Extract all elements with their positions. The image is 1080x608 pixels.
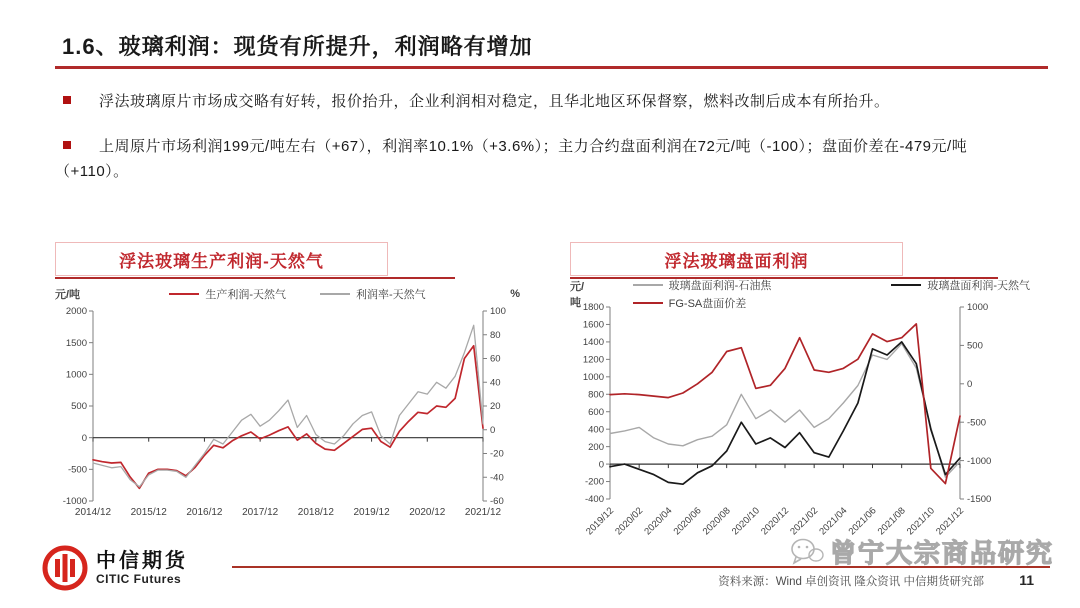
- citic-logo: [42, 545, 188, 591]
- series-line-生产利润-天然气: [93, 346, 483, 489]
- svg-text:2020/06: 2020/06: [671, 505, 704, 538]
- chart-title: 浮法玻璃生产利润-天然气: [55, 242, 388, 276]
- bullet-text: 上周原片市场利润199元/吨左右（+67），利润率10.1%（+3.6%）；主力合约盘面利润在72元/吨（-100）；盘面价差在-479元/吨（+110）。: [55, 137, 968, 180]
- chart-title: 浮法玻璃盘面利润: [570, 242, 903, 276]
- svg-text:1000: 1000: [65, 369, 87, 381]
- legend-line-swatch: [633, 284, 663, 286]
- citic-logo-icon: [42, 545, 88, 591]
- legend-item: [320, 286, 426, 302]
- svg-text:2019/12: 2019/12: [584, 505, 617, 538]
- svg-text:2021/12: 2021/12: [464, 507, 502, 518]
- logo-english-name: CITIC Futures: [96, 572, 182, 586]
- svg-text:0: 0: [598, 459, 604, 471]
- bullet-square-icon: [63, 96, 71, 104]
- svg-text:2020/12: 2020/12: [409, 507, 446, 518]
- legend: [115, 285, 480, 303]
- legend-label: 生产利润-天然气: [205, 289, 286, 301]
- svg-text:2018/12: 2018/12: [297, 507, 334, 518]
- page-number: 11: [1019, 572, 1034, 588]
- chart-canvas-holder: [570, 303, 1030, 558]
- svg-text:0: 0: [967, 379, 973, 390]
- summary-bullets: [55, 90, 1040, 204]
- svg-text:2021/10: 2021/10: [904, 505, 937, 538]
- svg-text:2016/12: 2016/12: [186, 507, 223, 518]
- right-axis-unit: %: [510, 288, 520, 300]
- svg-text:-200: -200: [584, 476, 604, 488]
- svg-text:2021/02: 2021/02: [788, 505, 821, 538]
- svg-text:-500: -500: [67, 464, 87, 476]
- svg-text:1500: 1500: [65, 337, 87, 349]
- series-line-玻璃盘面利润-石油焦: [610, 344, 960, 478]
- svg-text:1400: 1400: [582, 337, 604, 349]
- svg-text:500: 500: [967, 340, 983, 352]
- bullet-square-icon: [63, 141, 71, 149]
- citic-logo-text: [96, 550, 188, 586]
- svg-text:1200: 1200: [582, 354, 604, 366]
- svg-text:2021/12: 2021/12: [934, 505, 967, 538]
- svg-text:1600: 1600: [582, 319, 604, 331]
- wechat-icon: [790, 537, 824, 567]
- chart-production-profit: [55, 242, 520, 563]
- bullet-text: 浮法玻璃原片市场成交略有好转，报价抬升，企业利润相对稳定，且华北地区环保督察，燃料改制后成本有所抬升。: [99, 93, 890, 110]
- legend-label: 玻璃盘面利润-天然气: [927, 280, 1030, 292]
- legend-item: [169, 286, 286, 302]
- chart-title-underline: [570, 242, 998, 279]
- svg-text:-1500: -1500: [967, 494, 992, 506]
- svg-text:2015/12: 2015/12: [130, 507, 167, 518]
- legend-label: FG-SA盘面价差: [668, 298, 747, 310]
- svg-text:-60: -60: [490, 496, 504, 508]
- svg-text:2014/12: 2014/12: [74, 507, 112, 518]
- svg-text:-1000: -1000: [967, 455, 992, 467]
- series-line-FG-SA盘面价差: [610, 324, 960, 484]
- chart-canvas: [570, 303, 1030, 553]
- title-underline: [55, 66, 1048, 69]
- svg-text:1000: 1000: [582, 372, 604, 384]
- svg-text:2019/12: 2019/12: [353, 507, 390, 518]
- watermark-text: 曾宁大宗商品研究: [829, 538, 1054, 568]
- series-line-利润率-天然气: [93, 325, 483, 487]
- svg-text:2021/04: 2021/04: [817, 505, 850, 538]
- legend-label: 玻璃盘面利润-石油焦: [668, 280, 772, 292]
- svg-text:1800: 1800: [582, 303, 604, 314]
- svg-text:20: 20: [490, 401, 501, 413]
- chart-title-underline: [55, 242, 455, 279]
- svg-text:2017/12: 2017/12: [242, 507, 279, 518]
- series-line-玻璃盘面利润-天然气: [610, 342, 960, 484]
- svg-text:2021/08: 2021/08: [875, 505, 908, 538]
- svg-text:80: 80: [490, 329, 501, 341]
- svg-text:100: 100: [490, 306, 506, 318]
- data-source: 资料来源：Wind 卓创资讯 隆众资讯 中信期货研究部: [718, 576, 984, 588]
- legend-item: [633, 277, 772, 293]
- svg-text:500: 500: [71, 401, 87, 413]
- svg-text:1000: 1000: [967, 303, 989, 314]
- svg-text:2000: 2000: [65, 306, 87, 318]
- bullet-paragraph: [55, 90, 1040, 115]
- legend-row: [115, 285, 480, 303]
- svg-text:400: 400: [588, 424, 604, 436]
- chart-canvas: [55, 303, 520, 558]
- svg-text:2020/04: 2020/04: [642, 505, 675, 538]
- legend-line-swatch: [891, 284, 921, 286]
- legend-label: 利润率-天然气: [356, 289, 426, 301]
- svg-text:2020/12: 2020/12: [759, 505, 792, 538]
- chart-legend-row: [55, 285, 520, 303]
- left-axis-unit: 元/吨: [570, 281, 585, 309]
- svg-text:200: 200: [588, 441, 604, 453]
- legend-line-swatch: [320, 293, 350, 295]
- svg-text:60: 60: [490, 353, 501, 365]
- svg-text:800: 800: [588, 389, 604, 401]
- svg-text:-1000: -1000: [62, 496, 87, 508]
- svg-text:2020/10: 2020/10: [729, 505, 762, 538]
- svg-text:2020/08: 2020/08: [700, 505, 733, 538]
- legend-row: [593, 276, 1030, 294]
- svg-text:-20: -20: [490, 448, 504, 460]
- svg-text:600: 600: [588, 406, 604, 418]
- legend-item: [891, 277, 1030, 293]
- chart-disk-profit: [570, 242, 1030, 558]
- legend-line-swatch: [169, 293, 199, 295]
- svg-text:2020/02: 2020/02: [613, 505, 646, 538]
- research-watermark: [790, 533, 1054, 570]
- left-axis-unit: 元/吨: [55, 289, 81, 301]
- svg-text:0: 0: [81, 432, 87, 444]
- svg-text:-400: -400: [584, 494, 604, 506]
- bullet-paragraph: [55, 135, 1040, 185]
- svg-text:2021/06: 2021/06: [846, 505, 879, 538]
- logo-chinese-name: 中信期货: [96, 550, 188, 572]
- page-title: 1.6、玻璃利润：现货有所提升，利润略有增加: [62, 34, 533, 59]
- svg-text:-40: -40: [490, 472, 504, 484]
- svg-text:-500: -500: [967, 417, 987, 429]
- chart-canvas-holder: [55, 303, 520, 563]
- svg-text:0: 0: [490, 424, 496, 436]
- svg-text:40: 40: [490, 377, 501, 389]
